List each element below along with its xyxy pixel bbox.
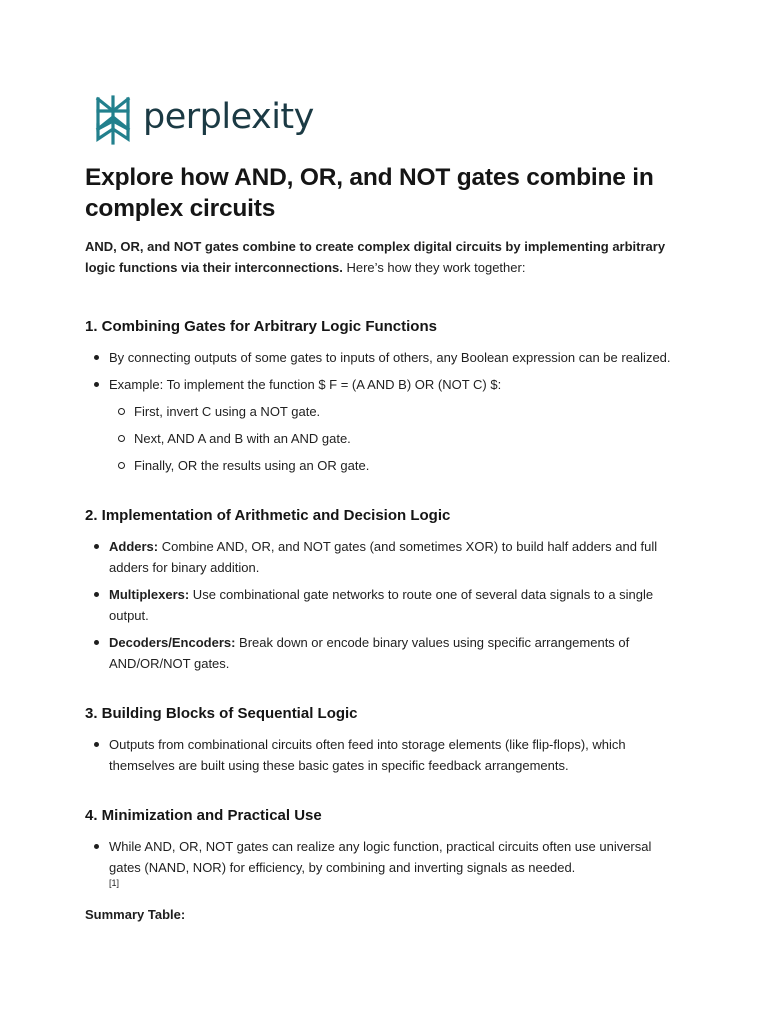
- bullet-list: [85, 536, 685, 674]
- section-combining-gates: [85, 317, 685, 476]
- sub-list-item: Finally, OR the results using an OR gate.: [109, 455, 685, 476]
- intro-bold-text: AND, OR, and NOT gates combine to create complex digital circuits by implementing arbitrary logic functions via their interconnections.: [85, 239, 666, 275]
- list-item-text: Example: To implement the function $ F = (A AND B) OR (NOT C) $:: [109, 377, 502, 392]
- list-item-text: Break down or encode binary values using specific arrangements of AND/OR/NOT gates.: [109, 635, 630, 671]
- summary-table-label: Summary Table:: [85, 907, 186, 922]
- perplexity-logo-icon: [93, 95, 133, 145]
- section-arithmetic-logic: [85, 506, 685, 674]
- bullet-list: [85, 347, 685, 476]
- section-heading: 1. Combining Gates for Arbitrary Logic Functions: [85, 318, 437, 335]
- intro-paragraph: [85, 236, 685, 278]
- list-item: [85, 836, 685, 889]
- sub-list-item: Next, AND A and B with an AND gate.: [109, 428, 685, 449]
- document-page: [85, 90, 685, 922]
- list-item: [85, 347, 685, 368]
- logo-wordmark: perplexity: [143, 96, 314, 137]
- page-title: Explore how AND, OR, and NOT gates combine in complex circuits: [85, 164, 654, 222]
- list-item: [85, 632, 685, 674]
- bullet-list: [85, 734, 685, 776]
- bullet-list: [85, 836, 685, 889]
- section-minimization: [85, 806, 685, 889]
- list-item-text: Use combinational gate networks to route one of several data signals to a single output.: [109, 587, 654, 623]
- list-item-text: While AND, OR, NOT gates can realize any logic function, practical circuits often use universal gates (NAND, NOR) for efficiency, by combining and inverting signals as needed.: [109, 839, 652, 875]
- section-heading: 2. Implementation of Arithmetic and Decision Logic: [85, 507, 451, 524]
- section-sequential-logic: [85, 704, 685, 776]
- list-item-text: Combine AND, OR, and NOT gates (and sometimes XOR) to build half adders and full adders for binary addition.: [109, 539, 658, 575]
- list-item-text: Outputs from combinational circuits often feed into storage elements (like flip-flops), which themselves are built using these basic gates in specific feedback arrangements.: [109, 737, 626, 773]
- list-item: [85, 374, 685, 476]
- section-heading: 3. Building Blocks of Sequential Logic: [85, 705, 358, 722]
- list-item-label: Decoders/Encoders:: [109, 635, 236, 650]
- perplexity-logo: [93, 90, 685, 150]
- list-item: [85, 734, 685, 776]
- list-item-label: Adders:: [109, 539, 159, 554]
- intro-rest-text: Here’s how they work together:: [342, 260, 526, 275]
- sub-bullet-list: [109, 401, 685, 476]
- list-item-label: Multiplexers:: [109, 587, 190, 602]
- section-heading: 4. Minimization and Practical Use: [85, 807, 322, 824]
- list-item-text: By connecting outputs of some gates to inputs of others, any Boolean expression can be realized.: [109, 350, 671, 365]
- list-item: [85, 584, 685, 626]
- list-item: [85, 536, 685, 578]
- sub-list-item: First, invert C using a NOT gate.: [109, 401, 685, 422]
- citation-link[interactable]: [1]: [109, 878, 120, 888]
